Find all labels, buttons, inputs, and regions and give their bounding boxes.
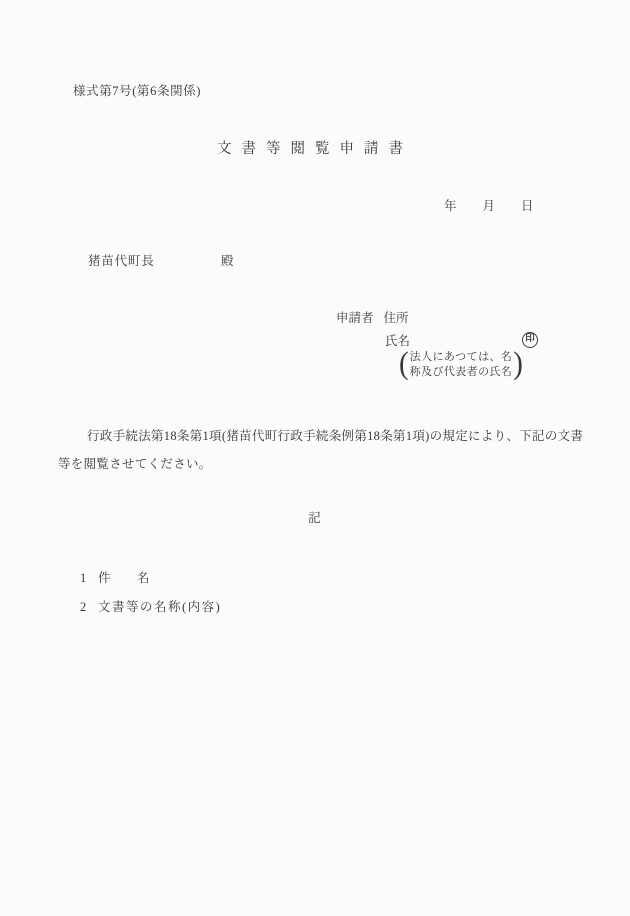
address-field-label: 住所 <box>383 311 409 325</box>
corporate-note-line-2: 称及び代表者の氏名 <box>409 365 513 378</box>
list-item-1 <box>80 564 221 593</box>
corporate-note <box>399 348 523 381</box>
note-close-paren: ) <box>513 346 523 382</box>
note-open-paren: ( <box>399 346 409 382</box>
item-label: 件 <box>98 571 113 585</box>
item-number: 1 <box>80 571 87 585</box>
list-item-2 <box>80 593 221 622</box>
corporate-note-line-1: 法人にあつては、名 <box>409 351 513 363</box>
date-year-label: 年 <box>444 199 457 213</box>
recipient-name: 猪苗代町長 <box>88 254 155 268</box>
applicant-row <box>336 308 409 326</box>
item-number: 2 <box>80 599 87 614</box>
date-month-label: 月 <box>482 199 496 213</box>
seal-mark-icon <box>522 332 538 348</box>
request-statement-line-1: 行政手続法第18条第1項(猪苗代町行政手続条例第18条第1項)の規定により、下記の文書 <box>87 429 584 443</box>
form-number: 様式第7号(第6条関係) <box>73 84 202 98</box>
document-title: 文書等閲覧申請書 <box>217 141 413 157</box>
seal-character: 印 <box>525 334 535 345</box>
recipient-honorific: 殿 <box>221 254 234 268</box>
item-list <box>80 564 221 621</box>
item-label-second: 名 <box>137 571 152 585</box>
applicant-label: 申請者 <box>336 311 374 325</box>
request-statement <box>58 423 583 478</box>
section-heading-ki: 記 <box>308 511 322 525</box>
corporate-note-lines <box>409 350 514 379</box>
item-label: 文書等の名称(内容) <box>98 599 222 614</box>
date-line <box>444 196 534 214</box>
request-statement-line-2: 等を閲覧させてください。 <box>58 456 212 471</box>
name-field-label: 氏名 <box>385 334 411 348</box>
date-day-label: 日 <box>521 199 534 213</box>
